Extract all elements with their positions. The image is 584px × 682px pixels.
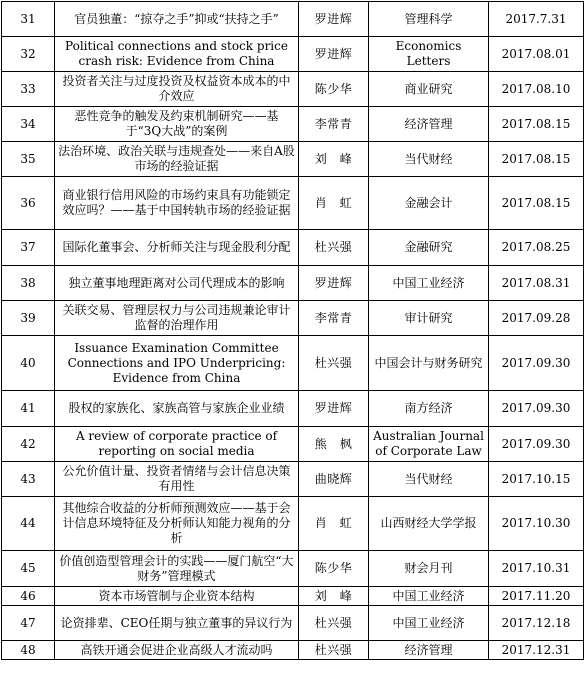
table-row: [2, 391, 584, 427]
paper-title: Political connections and stock price crash risk: Evidence from China: [55, 37, 299, 72]
publication-date: 2017.09.30: [489, 336, 584, 391]
publication-date: 2017.10.15: [489, 462, 584, 497]
author-name: 罗进辉: [299, 391, 369, 427]
row-number: 33: [2, 72, 55, 107]
publication-date: 2017.7.31: [489, 2, 584, 37]
publication-date: 2017.09.30: [489, 391, 584, 427]
journal-name: 金融研究: [369, 230, 489, 266]
publication-date: 2017.08.31: [489, 266, 584, 301]
publication-date: 2017.08.25: [489, 230, 584, 266]
author-name: 杜兴强: [299, 336, 369, 391]
journal-name: 审计研究: [369, 301, 489, 336]
journal-name: 中国工业经济: [369, 587, 489, 606]
publication-date: 2017.09.28: [489, 301, 584, 336]
paper-title: 恶性竞争的触发及约束机制研究——基于“3Q大战”的案例: [55, 107, 299, 142]
journal-name: 商业研究: [369, 72, 489, 107]
publication-date: 2017.11.20: [489, 587, 584, 606]
journal-name: 财会月刊: [369, 551, 489, 587]
row-number: 41: [2, 391, 55, 427]
row-number: 36: [2, 177, 55, 230]
row-number: 31: [2, 2, 55, 37]
publications-table: [1, 1, 584, 660]
row-number: 47: [2, 606, 55, 641]
publication-date: 2017.08.01: [489, 37, 584, 72]
publication-date: 2017.10.31: [489, 551, 584, 587]
author-name: 刘 峰: [299, 142, 369, 177]
table-row: [2, 266, 584, 301]
table-row: [2, 427, 584, 462]
row-number: 42: [2, 427, 55, 462]
paper-title: 股权的家族化、家族高管与家族企业业绩: [55, 391, 299, 427]
author-name: 陈少华: [299, 72, 369, 107]
author-name: 曲晓辉: [299, 462, 369, 497]
publication-date: 2017.12.18: [489, 606, 584, 641]
publication-date: 2017.09.30: [489, 427, 584, 462]
table-row: [2, 230, 584, 266]
row-number: 38: [2, 266, 55, 301]
author-name: 杜兴强: [299, 606, 369, 641]
row-number: 46: [2, 587, 55, 606]
paper-title: 其他综合收益的分析师预测效应——基于会计信息环境特征及分析师认知能力视角的分析: [55, 497, 299, 551]
author-name: 杜兴强: [299, 641, 369, 660]
journal-name: 中国工业经济: [369, 606, 489, 641]
table-row: [2, 336, 584, 391]
table-row: [2, 301, 584, 336]
row-number: 48: [2, 641, 55, 660]
journal-name: 南方经济: [369, 391, 489, 427]
row-number: 45: [2, 551, 55, 587]
journal-name: 管理科学: [369, 2, 489, 37]
author-name: 李常青: [299, 107, 369, 142]
table-row: [2, 107, 584, 142]
row-number: 35: [2, 142, 55, 177]
paper-title: 国际化董事会、分析师关注与现金股利分配: [55, 230, 299, 266]
paper-title: 价值创造型管理会计的实践——厦门航空“大财务”管理模式: [55, 551, 299, 587]
paper-title: Issuance Examination Committee Connections and IPO Underpricing: Evidence from China: [55, 336, 299, 391]
table-body: [2, 2, 584, 660]
table-row: [2, 641, 584, 660]
author-name: 肖 虹: [299, 497, 369, 551]
publication-date: 2017.08.15: [489, 107, 584, 142]
journal-name: 当代财经: [369, 462, 489, 497]
journal-name: 中国会计与财务研究: [369, 336, 489, 391]
paper-title: A review of corporate practice of reporting on social media: [55, 427, 299, 462]
table-row: [2, 37, 584, 72]
paper-title: 资本市场管制与企业资本结构: [55, 587, 299, 606]
table-row: [2, 177, 584, 230]
publication-date: 2017.08.10: [489, 72, 584, 107]
journal-name: Economics Letters: [369, 37, 489, 72]
journal-name: 山西财经大学学报: [369, 497, 489, 551]
paper-title: 论资排辈、CEO任期与独立董事的异议行为: [55, 606, 299, 641]
journal-name: 当代财经: [369, 142, 489, 177]
table-row: [2, 587, 584, 606]
paper-title: 高铁开通会促进企业高级人才流动吗: [55, 641, 299, 660]
table-row: [2, 497, 584, 551]
row-number: 34: [2, 107, 55, 142]
paper-title: 公允价值计量、投资者情绪与会计信息决策有用性: [55, 462, 299, 497]
publication-date: 2017.08.15: [489, 177, 584, 230]
paper-title: 法治环境、政治关联与违规查处——来自A股市场的经验证据: [55, 142, 299, 177]
row-number: 40: [2, 336, 55, 391]
paper-title: 投资者关注与过度投资及权益资本成本的中介效应: [55, 72, 299, 107]
paper-title: 关联交易、管理层权力与公司违规兼论审计监督的治理作用: [55, 301, 299, 336]
table-row: [2, 551, 584, 587]
paper-title: 商业银行信用风险的市场约束具有功能锁定效应吗？——基于中国转轨市场的经验证据: [55, 177, 299, 230]
author-name: 罗进辉: [299, 2, 369, 37]
row-number: 39: [2, 301, 55, 336]
row-number: 32: [2, 37, 55, 72]
table-row: [2, 606, 584, 641]
publication-date: 2017.10.30: [489, 497, 584, 551]
author-name: 熊 枫: [299, 427, 369, 462]
author-name: 杜兴强: [299, 230, 369, 266]
row-number: 43: [2, 462, 55, 497]
row-number: 44: [2, 497, 55, 551]
paper-title: 官员独董：“掠夺之手”抑或“扶持之手”: [55, 2, 299, 37]
author-name: 李常青: [299, 301, 369, 336]
journal-name: Australian Journal of Corporate Law: [369, 427, 489, 462]
journal-name: 金融会计: [369, 177, 489, 230]
author-name: 罗进辉: [299, 37, 369, 72]
table-row: [2, 142, 584, 177]
table-row: [2, 462, 584, 497]
author-name: 肖 虹: [299, 177, 369, 230]
author-name: 罗进辉: [299, 266, 369, 301]
publication-date: 2017.08.15: [489, 142, 584, 177]
journal-name: 中国工业经济: [369, 266, 489, 301]
table-row: [2, 72, 584, 107]
journal-name: 经济管理: [369, 641, 489, 660]
publication-date: 2017.12.31: [489, 641, 584, 660]
paper-title: 独立董事地理距离对公司代理成本的影响: [55, 266, 299, 301]
row-number: 37: [2, 230, 55, 266]
journal-name: 经济管理: [369, 107, 489, 142]
author-name: 陈少华: [299, 551, 369, 587]
author-name: 刘 峰: [299, 587, 369, 606]
table-row: [2, 2, 584, 37]
